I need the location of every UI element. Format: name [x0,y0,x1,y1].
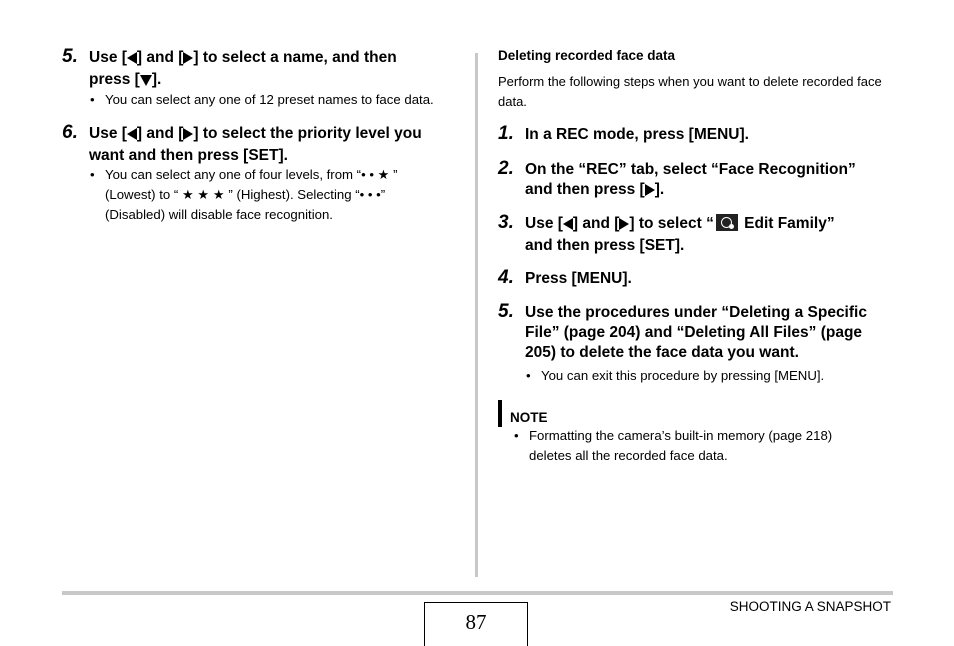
step-number: 3. [498,212,514,233]
section-label: SHOOTING A SNAPSHOT [729,599,891,614]
triangle-right-icon [183,126,193,146]
triangle-right-icon [619,216,629,236]
note-label: NOTE [510,410,548,425]
step-5-delete-procedures: 5. Use the procedures under “Deleting a Specific File” (page 204) and “Deleting All Files” (page 205) to delete the face data you want. [498,301,867,361]
triangle-right-icon [183,50,193,70]
family-face-icon [716,214,738,231]
column-divider [475,53,478,577]
triangle-right-icon [645,182,655,202]
step-text: Use [ ] and [ ] to select a name, and then press [ ]. [89,48,462,92]
step-1-press-menu: 1. In a REC mode, press [MENU]. [498,123,749,144]
step-4-press-menu: 4. Press [MENU]. [498,267,632,288]
step-number: 1. [498,123,514,144]
note-bullet: • Formatting the camera’s built-in memory (page 218) deletes all the recorded face data. [514,428,833,463]
triangle-left-icon [127,50,137,70]
triangle-down-icon [140,72,152,92]
triangle-left-icon [563,216,573,236]
bullet-preset-names: • You can select any one of 12 preset names to face data. [90,92,434,107]
step-number: 4. [498,267,514,288]
step-number: 5. [62,46,78,67]
triangle-left-icon [127,126,137,146]
footer-rule [62,591,893,595]
step-number: 2. [498,158,514,179]
step-2-select-face-recognition: 2. On the “REC” tab, select “Face Recognition” and then press [ ]. [498,160,898,202]
intro-text: Perform the following steps when you want to delete recorded face data. [498,74,882,109]
step-number: 6. [62,122,78,143]
note-bar [498,400,502,427]
bullet-priority-levels: • You can select any one of four levels, from “• • ★ ” (Lowest) to “ ★ ★ ★ ” (Highest). Selecting “• • •” (Disabled) will disable face recognition. [90,167,398,222]
step-number: 5. [498,301,514,322]
page-number: 87 [424,602,528,646]
step-text: Use [ ] and [ ] to select the priority level you want and then press [SET]. [89,125,422,164]
step-3-select-edit-family: 3. Use [ ] and [ ] to select “ Edit Family” and then press [SET]. [498,212,835,254]
section-heading: Deleting recorded face data [498,48,676,63]
bullet-exit-procedure: • You can exit this procedure by pressing [MENU]. [526,368,825,383]
step-6-select-priority [62,124,462,166]
step-5-select-name [62,48,462,92]
